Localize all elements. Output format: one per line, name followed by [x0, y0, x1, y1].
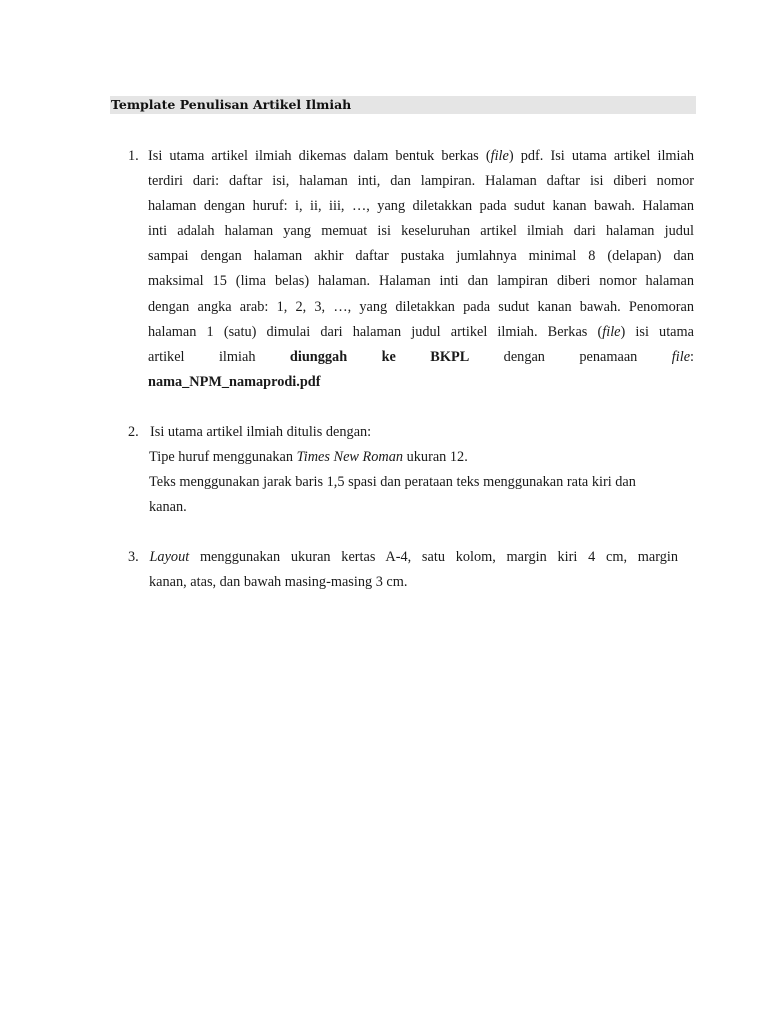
list-item-2-lead: Isi utama artikel ilmiah ditulis dengan:	[150, 424, 372, 440]
layout-requirement-line1	[128, 545, 678, 570]
paragraph-line	[150, 345, 694, 370]
layout-term: Layout	[149, 549, 190, 565]
italic-term: file	[602, 323, 621, 340]
bold-phrase: diunggah ke BKPL	[289, 348, 470, 365]
text-run: artikel ilmiah	[148, 348, 256, 365]
paragraph-line	[150, 320, 694, 345]
paragraph-line: inti adalah halaman yang memuat isi keseluruhan artikel ilmiah dari halaman judul	[148, 223, 694, 240]
text-run: Isi utama artikel ilmiah dikemas dalam bentuk berkas (	[148, 148, 491, 164]
text-run: menggunakan ukuran kertas A-4, satu kolom, margin kiri 4 cm, margin	[189, 549, 679, 565]
font-name: Times New Roman	[296, 449, 404, 465]
filename-format: nama_NPM_namaprodi.pdf	[148, 373, 321, 390]
text-run: ) pdf. Isi utama artikel ilmiah	[508, 148, 694, 164]
text-run: Tipe huruf menggunakan	[149, 449, 297, 465]
paragraph-line: terdiri dari: daftar isi, halaman inti, dan lampiran. Halaman daftar isi diberi nomor	[148, 173, 694, 190]
italic-term: file	[671, 348, 691, 365]
text-run: halaman 1 (satu) dimulai dari halaman judul artikel ilmiah. Berkas (	[148, 323, 603, 340]
text-run: ) isi utama	[620, 323, 694, 340]
list-item-1-paragraph	[150, 144, 694, 395]
text-run: ukuran 12.	[403, 449, 468, 465]
colon: :	[690, 348, 695, 365]
document-title: Template Penulisan Artikel Ilmiah	[111, 97, 352, 112]
list-number: 2.	[128, 424, 139, 440]
spacing-requirement-line2: kanan.	[149, 499, 187, 515]
list-number: 3.	[128, 549, 139, 565]
paragraph-line: maksimal 15 (lima belas) halaman. Halaman inti dan lampiran diberi nomor halaman	[148, 273, 694, 290]
text-run: dengan penamaan	[503, 348, 638, 365]
paragraph-line: halaman dengan huruf: i, ii, iii, …, yang diletakkan pada sudut kanan bawah. Halaman	[148, 198, 694, 215]
spacing-requirement-line1: Teks menggunakan jarak baris 1,5 spasi dan perataan teks menggunakan rata kiri dan	[149, 474, 636, 490]
paragraph-line	[150, 370, 694, 395]
paragraph-line	[150, 144, 694, 169]
paragraph-line: dengan angka arab: 1, 2, 3, …, yang diletakkan pada sudut kanan bawah. Penomoran	[148, 298, 694, 315]
font-requirement	[149, 445, 694, 470]
layout-requirement-line2: kanan, atas, dan bawah masing-masing 3 cm.	[149, 574, 408, 590]
italic-term: file	[490, 148, 509, 164]
list-number: 1.	[128, 148, 139, 164]
paragraph-line: sampai dengan halaman akhir daftar pustaka jumlahnya minimal 8 (delapan) dan	[148, 248, 694, 265]
